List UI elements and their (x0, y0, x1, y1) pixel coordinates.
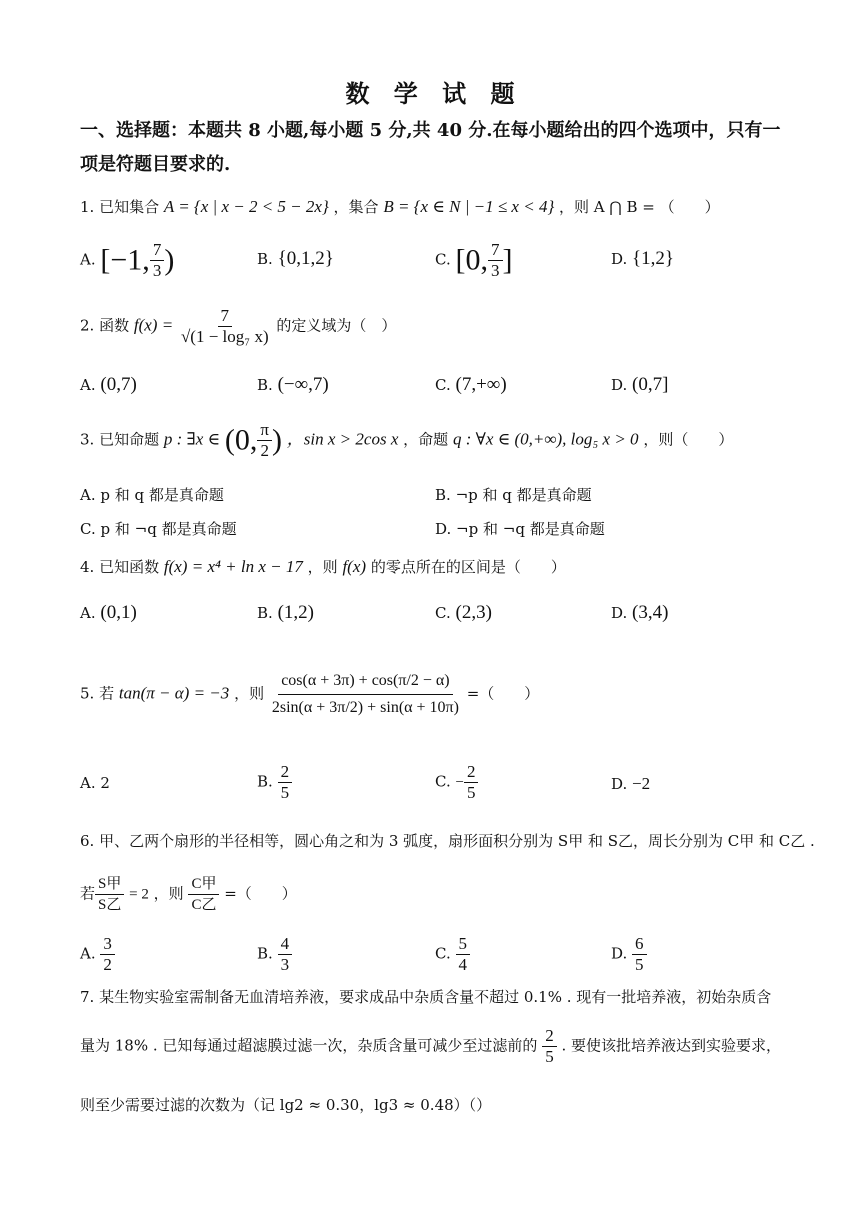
q3-c-value: p 和 ¬q 都是真命题 (100, 520, 237, 538)
numerator: 2 (464, 762, 479, 783)
q5-option-a[interactable] (80, 774, 110, 792)
option-label: A. (80, 486, 96, 504)
q6-b-fraction (278, 934, 293, 975)
q6-ask-fraction (188, 874, 219, 915)
q1-a-post: ) (164, 243, 175, 277)
q6-ze: ，则 (153, 884, 184, 903)
q1-a-pre: [−1, (100, 243, 150, 277)
q1-answer-blank: （ ） (659, 198, 720, 216)
denominator: 5 (280, 783, 290, 802)
q4-option-c[interactable] (435, 602, 492, 624)
q6-ruo: 若 (80, 884, 96, 903)
q1-c-fraction (488, 240, 503, 281)
q2-stem-a: 2. 函数 (80, 316, 130, 335)
q4-c-value: (2,3) (455, 602, 492, 623)
numerator: 2 (542, 1026, 557, 1047)
q6-d-fraction (632, 934, 647, 975)
q1-d-value: {1,2} (632, 248, 675, 269)
option-label: A. (80, 604, 96, 622)
q3-option-d[interactable] (435, 518, 605, 539)
q1-set-a: A = {x | x − 2 < 5 − 2x} (163, 197, 329, 216)
q4-option-a[interactable] (80, 602, 137, 624)
question-4-stem (80, 556, 566, 577)
q1-option-a[interactable] (80, 240, 174, 281)
question-2-stem (80, 306, 396, 347)
denominator: 3 (491, 261, 500, 280)
q3-a-value: p 和 q 都是真命题 (100, 486, 224, 504)
question-3-stem (80, 420, 733, 461)
q5-option-c[interactable] (435, 762, 478, 803)
q2-option-b[interactable] (257, 374, 329, 396)
numerator: S甲 (95, 874, 124, 895)
numerator: π (257, 420, 272, 441)
option-label: D. (611, 944, 628, 963)
option-label: D. (611, 604, 628, 622)
question-6-condition (80, 874, 297, 915)
numerator: C甲 (188, 874, 219, 895)
q2-option-d[interactable] (611, 374, 668, 396)
q3-inequality: ，sin x > 2cos x (286, 429, 399, 449)
q3-b-value: ¬p 和 q 都是真命题 (455, 486, 592, 504)
q2-option-a[interactable] (80, 374, 137, 396)
denominator: 4 (458, 955, 467, 974)
option-label: C. (80, 520, 96, 538)
q1-option-d[interactable] (611, 248, 674, 270)
option-label: B. (257, 376, 273, 394)
option-label: B. (435, 486, 451, 504)
option-label: A. (80, 250, 96, 269)
q4-option-b[interactable] (257, 602, 314, 624)
q1-stem-b: ，集合 (333, 198, 379, 216)
q6-option-b[interactable] (257, 934, 292, 975)
q4-stem-b: ，则 (307, 558, 338, 576)
q7-line2-a: 量为 18% . 已知每通过超滤膜过滤一次，杂质含量可减少至过滤前的 (80, 1036, 538, 1055)
numerator: 5 (456, 934, 471, 955)
question-7-line-3: 则至少需要过滤的次数为（记 lg2 ≈ 0.30，lg3 ≈ 0.48）（） (80, 1096, 492, 1114)
q1-option-b[interactable] (257, 248, 334, 270)
q7-line2-b: . 要使该批培养液达到实验要求， (561, 1036, 782, 1055)
q5-c-sign: − (455, 774, 464, 791)
q5-stem-a: 5. 若 (80, 684, 115, 703)
option-label: D. (611, 775, 628, 793)
q3-d-value: ¬p 和 ¬q 都是真命题 (456, 520, 605, 538)
q5-stem-b: ，则 (234, 684, 265, 703)
question-1-stem (80, 196, 720, 217)
q5-b-fraction (278, 762, 293, 803)
numerator: 7 (150, 240, 165, 261)
q6-cond-eq: = 2 (129, 886, 149, 903)
denominator: 2sin(α + 3π/2) + sin(α + 10π) (271, 699, 459, 716)
q2-d-value: (0,7] (632, 374, 669, 395)
option-label: D. (611, 376, 628, 394)
q1-stem-a: 1. 已知集合 (80, 198, 160, 216)
numerator: 7 (488, 240, 503, 261)
numerator: 2 (278, 762, 293, 783)
q4-stem-a: 4. 已知函数 (80, 558, 160, 576)
option-label: B. (257, 250, 273, 268)
denominator: S乙 (98, 897, 122, 913)
q3-proposition-q: q : ∀x ∈ (0,+∞), log₅ x > 0 (452, 429, 639, 449)
q6-a-fraction (100, 934, 115, 975)
option-label: A. (80, 774, 96, 792)
q5-condition: tan(π − α) = −3 (118, 683, 230, 703)
denominator: 3 (152, 261, 162, 280)
q2-function: f(x) = (133, 315, 174, 335)
q4-b-value: (1,2) (277, 602, 314, 623)
denominator: 3 (280, 955, 290, 974)
q1-b-value: {0,1,2} (277, 248, 334, 269)
numerator: 6 (632, 934, 647, 955)
q1-a-fraction (150, 240, 165, 281)
question-7-line-1: 7. 某生物实验室需制备无血清培养液，要求成品中杂质含量不超过 0.1% . 现有一批培养液，初始杂质含 (80, 988, 772, 1006)
option-label: C. (435, 376, 451, 394)
q6-c-fraction (456, 934, 471, 975)
denominator: √(1 − log₇ x) (180, 327, 269, 346)
q2-fraction (178, 306, 272, 347)
q3-proposition-p: p : ∃x ∈ (163, 429, 221, 449)
q3-fraction (257, 420, 272, 461)
option-label: B. (257, 604, 273, 622)
q2-c-value: (7,+∞) (455, 374, 507, 395)
q1-stem-c: ，则 A ⋂ B = (559, 198, 655, 216)
page-title: 数 学 试 题 (345, 79, 523, 108)
option-label: C. (435, 772, 451, 791)
q3-option-c[interactable] (80, 518, 237, 539)
q3-option-a[interactable] (80, 484, 224, 505)
q3-stem-c: ，则（ ） (643, 430, 734, 449)
section-heading: 一、选择题：本题共 8 小题,每小题 5 分,共 40 分.在每小题给出的四个选项中，只有一项是符题目要求的. (80, 120, 781, 175)
numerator: 3 (100, 934, 115, 955)
denominator: 2 (260, 441, 269, 460)
numerator: 7 (218, 306, 233, 327)
q5-stem-c: =（ ） (466, 684, 540, 703)
q1-c-post: ] (502, 243, 513, 277)
numerator: 4 (278, 934, 293, 955)
option-label: C. (435, 250, 451, 269)
q1-c-pre: [0, (455, 243, 488, 277)
q6-option-a[interactable] (80, 934, 115, 975)
denominator: C乙 (191, 897, 217, 913)
q7-fraction (542, 1026, 557, 1067)
denominator: 5 (466, 783, 476, 802)
q3-option-b[interactable] (435, 484, 592, 505)
q5-c-fraction (464, 762, 479, 803)
q5-option-b[interactable] (257, 762, 292, 803)
q6-cond-fraction (95, 874, 124, 915)
q2-stem-b: 的定义域为（ ） (276, 316, 397, 335)
q3-stem-b: ，命题 (403, 430, 449, 449)
option-label: C. (435, 944, 451, 963)
option-label: C. (435, 604, 451, 622)
q6-option-d[interactable] (611, 934, 647, 975)
option-label: A. (80, 376, 96, 394)
q4-a-value: (0,1) (100, 602, 137, 623)
question-7-line-2 (80, 1026, 781, 1067)
q1-option-c[interactable] (435, 240, 513, 281)
option-label: A. (80, 944, 96, 963)
question-6-stem: 6. 甲、乙两个扇形的半径相等，圆心角之和为 3 弧度，扇形面积分别为 S甲 和 S乙，周长分别为 C甲 和 C乙 . (80, 832, 815, 850)
q4-stem-c: 的零点所在的区间是（ ） (370, 558, 566, 576)
question-5-stem (80, 668, 539, 721)
numerator: cos(α + 3π) + cos(π/2 − α) (278, 668, 452, 695)
q2-a-value: (0,7) (100, 374, 137, 395)
q6-option-c[interactable] (435, 934, 470, 975)
q4-option-d[interactable] (611, 602, 668, 624)
q4-function-ref: f(x) (342, 557, 367, 576)
denominator: 2 (103, 955, 112, 974)
q2-option-c[interactable] (435, 374, 507, 396)
option-label: B. (257, 944, 273, 963)
q3-interval-pre: (0, (224, 423, 258, 457)
q6-ask-eq: =（ ） (224, 884, 297, 903)
q2-b-value: (−∞,7) (277, 374, 329, 395)
q4-function: f(x) = x⁴ + ln x − 17 (163, 557, 303, 576)
option-label: D. (435, 520, 452, 538)
q5-a-value: 2 (100, 774, 110, 792)
q3-interval-post: ) (272, 423, 283, 457)
denominator: 5 (545, 1047, 554, 1066)
q3-stem-a: 3. 已知命题 (80, 430, 160, 449)
option-label: D. (611, 250, 628, 268)
denominator: 5 (635, 955, 644, 974)
q5-fraction (269, 668, 462, 721)
q5-d-value: −2 (632, 774, 651, 793)
q4-d-value: (3,4) (632, 602, 669, 623)
q5-option-d[interactable] (611, 774, 650, 794)
q1-set-b: B = {x ∈ N | −1 ≤ x < 4} (383, 197, 555, 216)
option-label: B. (257, 772, 273, 791)
